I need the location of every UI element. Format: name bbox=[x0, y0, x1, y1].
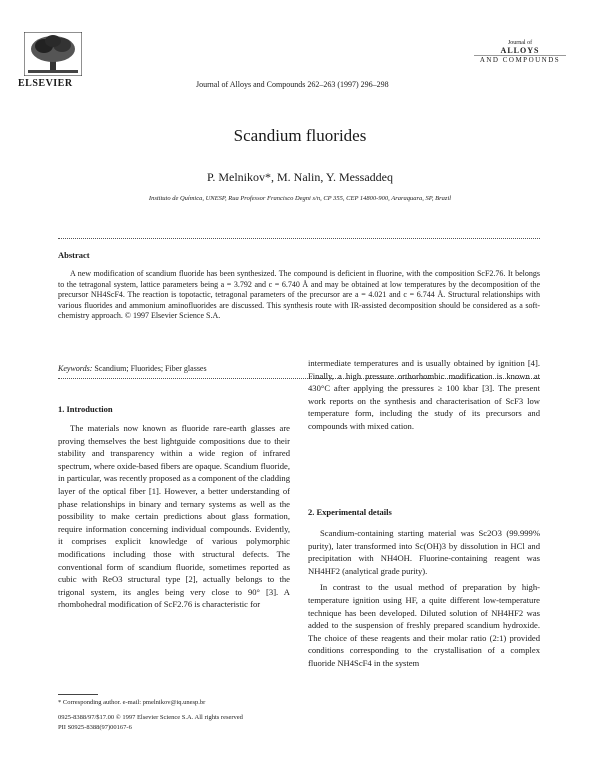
keywords-label: Keywords: bbox=[58, 364, 93, 373]
publisher-logo-text: ELSEVIER bbox=[18, 78, 73, 89]
author-affiliation: Instituto de Química, UNESP, Rua Professor Francisco Degni s/n, CP 355, CEP 14800-900, Araraquara, SP, Brazil bbox=[148, 195, 452, 202]
divider bbox=[58, 238, 540, 239]
article-title: Scandium fluorides bbox=[233, 126, 367, 145]
left-column bbox=[58, 422, 290, 611]
keywords-value: Scandium; Fluorides; Fiber glasses bbox=[94, 364, 207, 373]
article-authors: P. Melnikov*, M. Nalin, Y. Messaddeq bbox=[207, 170, 393, 184]
elsevier-tree-logo bbox=[24, 32, 82, 76]
right-column bbox=[308, 357, 540, 433]
abstract-text: A new modification of scandium fluoride has been synthesized. The compound is deficient in fluorine, with the composition ScF2.76. It belongs to the tetragonal system, lattice parameters being a = 3.792 and c = 6.740 Å and may be obtained at low temperatures by the decomposition of the precursor NH4ScF4. The reaction is topotactic, tetragonal parameters of the precursor are a = 4.021 and c = 6.744 Å. Structural relationships with various fluorides and ammonium aminofluorides are discussed. This synthesis route with IR-assisted decomposition should be considered as a soft-chemistry approach. © 1997 Elsevier Science S.A. bbox=[58, 269, 540, 321]
footnote-rule bbox=[58, 694, 98, 695]
journal-logo-line1: Journal of bbox=[507, 40, 533, 46]
journal-citation: Journal of Alloys and Compounds 262–263 (1997) 296–298 bbox=[196, 80, 389, 89]
keywords bbox=[58, 364, 207, 373]
pii-line: PII S0925-8388(97)00167-6 bbox=[58, 724, 132, 731]
intro-continuation-paragraph: intermediate temperatures and is usually obtained by ignition [4]. Finally, a high pressure orthorhombic modification is known at 430°C after applying the pressures ≥ 100 kbar [3]. The present work reports on the synthesis and characterisation of ScF3 low temperature form, including the study of its precursors and compounds with mixed cation. bbox=[308, 358, 540, 431]
right-column-experimental bbox=[308, 527, 540, 670]
experimental-paragraph-2: In contrast to the usual method of preparation by high-temperature ignition using HF, a quite different low-temperature technique has been developed. Diluted solution of NH4HF2 was added to the suspension of freshly prepared scandium hydroxide. The choice of these reagents and their molar ratio (2:1) provided conditions corresponding to the crystallisation of a complex fluoride NH4ScF4 in the system bbox=[308, 582, 540, 668]
corresponding-author-footnote: * Corresponding author. e-mail: pmelnikov@iq.unesp.br bbox=[58, 699, 206, 706]
journal-logo-line2: ALLOYS bbox=[500, 46, 540, 55]
copyright-line: 0925-8388/97/$17.00 © 1997 Elsevier Science S.A. All rights reserved bbox=[58, 714, 243, 721]
abstract-heading: Abstract bbox=[58, 250, 90, 260]
journal-logo-line3: AND COMPOUNDS bbox=[474, 55, 566, 64]
experimental-paragraph-1: Scandium-containing starting material was Sc2O3 (99.999% purity), later transformed into Sc(OH)3 by dissolution in HCl and precipitation with NH4OH. Fluorine-containing reagent was NH4HF2 (analytical grade purity). bbox=[308, 528, 540, 576]
intro-paragraph: The materials now known as fluoride rare-earth glasses are proving themselves the best lightguide compositions due to their stability and transparency within a wide region of infrared spectrum, where oxide-based fibers are opaque. Scandium fluoride, in particular, was recently proposed as a component of the cladding layer of the optical fiber [1]. However, a better understanding of phase relationships in binary and ternary systems as well as the possibility to make certain predictions about glass formation, require information concerning individual compounds. Evidently, it comprises explicit knowledge of various polymorphic modifications including those with structural defects. The conventional form of scandium fluoride, sometimes reported as cubic with ReO3 structural type [2], actually belongs to the trigonal system, its angles being very close to 90° [3]. A rhombohedral modification of ScF2.76 is characteristic for bbox=[58, 423, 290, 610]
experimental-heading: 2. Experimental details bbox=[308, 507, 392, 517]
journal-logo bbox=[474, 40, 566, 64]
introduction-heading: 1. Introduction bbox=[58, 404, 113, 414]
